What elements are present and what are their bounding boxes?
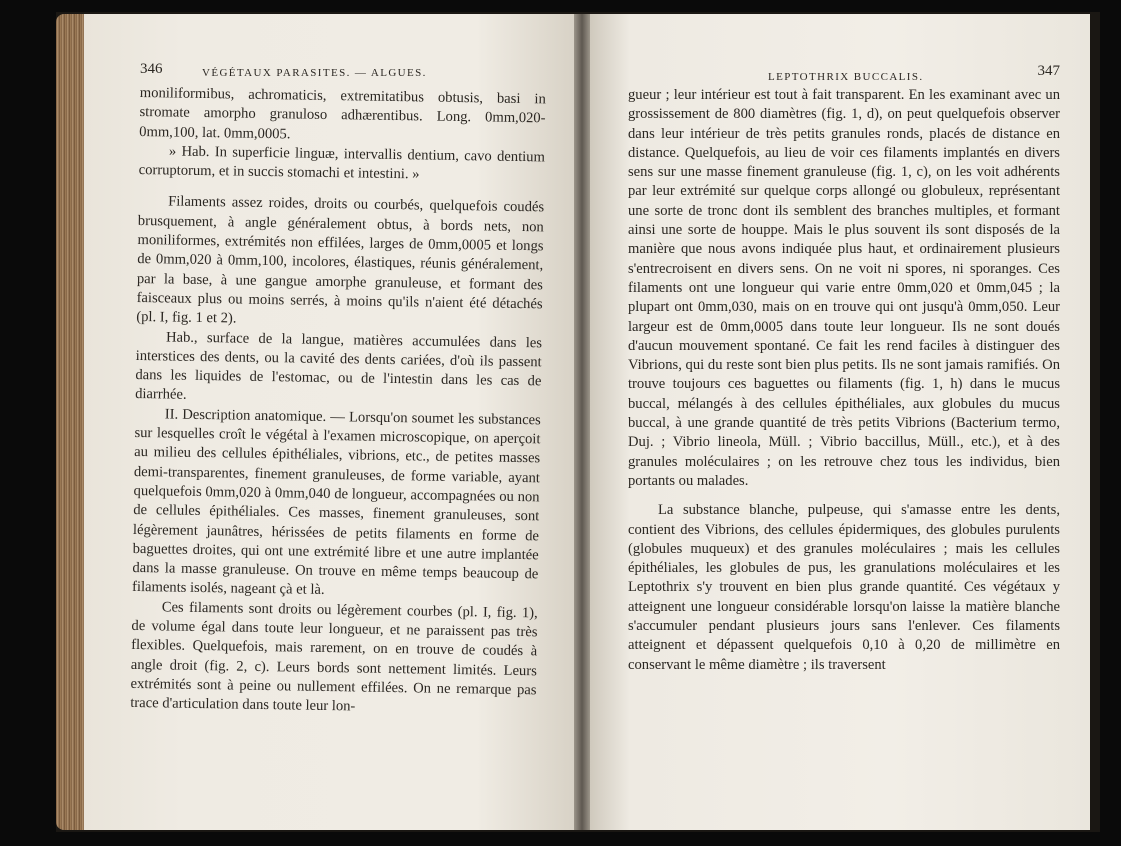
paragraph: Filaments assez roides, droits ou courbés, quelquefois coudés brusquement, à angle généralement obtus, à bords nets, non moniliformes, extrémités non effilées, larges de 0mm,0005 et longs de 0mm,020 à 0mm,100, incolores, élastiques, réunis généralement, par la base, à une gangue amorphe granuleuse, et formant des faisceaux plus ou moins serrés, à moins qu'ils n'aient été détachés (pl. I, fig. 1 et 2). — [136, 193, 545, 327]
left-page-header — [140, 62, 546, 84]
right-page — [590, 14, 1090, 830]
book-gutter — [574, 14, 590, 830]
right-page-header — [628, 64, 1060, 86]
paragraph: II. Description anatomique. — Lorsqu'on soumet les substances sur lesquelles croît le végétal à l'examen microscopique, on aperçoit au milieu des cellules épithéliales, vibrions, etc., de petites masses demi-transparentes, finement granuleuses, de forme variable, ayant quelquefois 0mm,020 à 0mm,040 de longueur, accompagnées ou non de cellules épithéliales. Ces masses, finement granuleuses, sont légèrement jaunâtres, hérissées de petits filaments en forme de baguettes droites, qui ont une extrémité libre et une autre implantée dans la masse granuleuse. On trouve en même temps beaucoup de filaments isolés, nageant çà et là. — [131, 406, 541, 599]
paragraph: Ces filaments sont droits ou légèrement courbes (pl. I, fig. 1), de volume égal dans toute leur longueur, et ne paraissent pas très flexibles. Quelquefois, mais rarement, on en trouve de coudés à angle droit (fig. 2, c). Leurs bords sont nettement limités. Leurs extrémités sont à peine ou nullement effilées. On ne remarque pas trace d'articulation dans toute leur lon- — [130, 599, 538, 715]
paragraph: gueur ; leur intérieur est tout à fait transparent. En les examinant avec un grossissement de 800 diamètres (fig. 1, d), on peut quelquefois observer dans leur intérieur de très petits granules ronds, placés de distance en distance. Quelquefois, au lieu de voir ces filaments implantés en divers sens sur une masse finement granuleuse (fig. 1, c), on les voit adhérents par leur extrémité sur quelque corps allongé ou globuleux, représentant une sorte de tronc dont ils semblent des branches multiples, et formant ainsi une sorte de houppe. Mais le plus souvent ils sont disposés de la manière que nous avons indiquée plus haut, et ordinairement plusieurs s'entrecroisent en divers sens. On ne voit ni spores, ni sporanges. Ces filaments ont une longueur qui varie entre 0mm,020 et 0mm,045 ; la plupart ont 0mm,030, mais on en trouve qui ont jusqu'à 0mm,050. Leur largeur est de 0mm,0005 dans toute leur longueur. Ils ne sont doués d'aucun mouvement spontané. Ce fait les rend faciles à distinguer des Vibrions, qui du reste sont bien plus petits. Ils ne sont jamais ramifiés. On trouve toujours ces baguettes ou filaments (fig. 1, h) dans le mucus buccal, mélangés à des cellules épithéliales, aux globules du mucus buccal, à une grande quantité de très petits Vibrions (Bacterium termo, Duj. ; Vibrio lineola, Müll. ; Vibrio baccillus, Müll., etc.), et à des granules moléculaires ; on les retrouve chez tous les individus, bien portants ou malades. — [628, 87, 1060, 489]
left-page — [84, 14, 574, 830]
right-page-body — [628, 86, 1060, 675]
paragraph: Hab., surface de la langue, matières accumulées dans les interstices des dents, ou la cavité des dents cariées, d'où ils passent dans les liquides de l'estomac, ou de l'intestin dans les cas de diarrhée. — [134, 329, 543, 404]
paragraph: » Hab. In superficie linguæ, intervallis dentium, cavo dentium corruptorum, et in succis stomachi et intestini. » — [138, 143, 546, 183]
left-page-number: 346 — [140, 61, 163, 77]
paragraph: La substance blanche, pulpeuse, qui s'amasse entre les dents, contient des Vibrions, des cellules épidermiques, des globules purulents (globules muqueux) et des granules moléculaires ; mais les cellules épithéliales, les globules de pus, les granulations moléculaires et les Leptothrix s'y trouvent en bien plus grande quantité. Ces végétaux y atteignent une longueur considérable lorsqu'on laisse la matière blanche s'accumuler pendant plusieurs jours sans l'enlever. Ces filaments atteignent et dépassent quelquefois 0,10 à 0,20 de millimètre en conservant le même diamètre ; ils traversent — [628, 502, 1060, 673]
left-page-body — [130, 84, 546, 720]
right-running-title: LEPTOTHRIX BUCCALIS. — [768, 71, 924, 83]
paragraph: moniliformibus, achromaticis, extremitatibus obtusis, basi in stromate amorpho granuloso adhærentibus. Long. 0mm,020-0mm,100, lat. 0mm,0005. — [139, 84, 546, 142]
right-page-number: 347 — [1037, 63, 1060, 79]
left-running-title: VÉGÉTAUX PARASITES. — ALGUES. — [202, 67, 427, 79]
